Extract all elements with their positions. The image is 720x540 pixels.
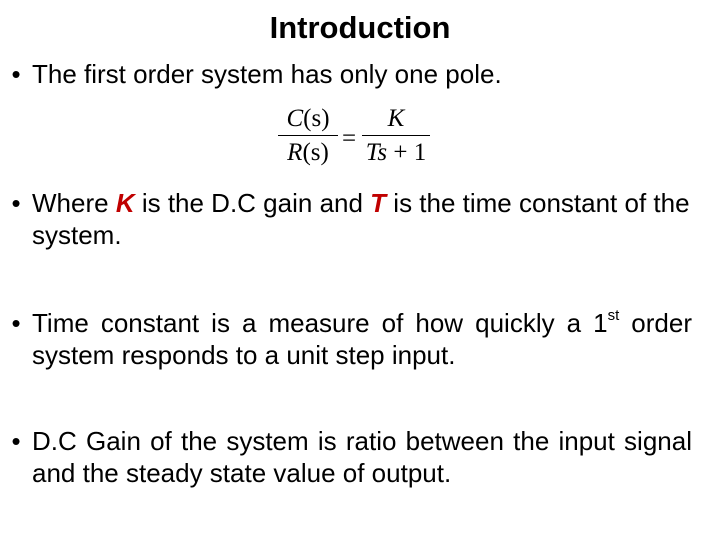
bullet-text-part: Where: [32, 188, 116, 218]
transfer-function-formula: [278, 104, 448, 174]
formula-lhs-fraction-bar: [278, 135, 338, 136]
bullet-marker: •: [11, 59, 21, 89]
bullet-text: The first order system has only one pole.: [32, 59, 502, 89]
formula-r-arg: (s): [302, 139, 329, 166]
bullet-text-part: Time constant is a measure of how quickly a 1: [32, 308, 608, 338]
bullet-marker: •: [11, 188, 21, 218]
bullet-dc-gain-definition: [4, 425, 692, 489]
formula-c-arg: (s): [303, 105, 330, 132]
bullet-gain-time-constant: [4, 187, 692, 251]
variable-k: K: [115, 188, 135, 218]
bullet-marker: •: [11, 426, 21, 456]
formula-rhs-fraction: [362, 104, 430, 168]
bullet-time-constant-definition: [4, 307, 692, 371]
formula-rhs-denominator: [362, 138, 430, 168]
bullet-marker: •: [11, 308, 21, 338]
ordinal-superscript: st: [607, 307, 620, 324]
formula-plus-one: + 1: [387, 139, 427, 166]
formula-rhs-numerator: K: [387, 105, 405, 132]
variable-t: T: [370, 188, 387, 218]
formula-c-var: C: [286, 105, 304, 132]
formula-lhs-numerator: [278, 104, 338, 134]
bullet-first-order-pole: [4, 58, 692, 90]
formula-r-var: R: [287, 139, 303, 166]
bullet-text: [32, 307, 692, 371]
bullet-text-part: is the D.C gain and: [134, 188, 371, 218]
formula-lhs-fraction: [278, 104, 338, 168]
bullet-text-part: order system responds to a unit step input.: [32, 308, 692, 370]
slide-title: Introduction: [269, 10, 451, 45]
bullet-text: [32, 187, 692, 251]
formula-equals-sign: =: [342, 125, 357, 152]
bullet-text: D.C Gain of the system is ratio between the input signal and the steady state value of output.: [32, 426, 692, 488]
formula-ts-var: Ts: [365, 139, 388, 166]
formula-lhs-denominator: [278, 138, 338, 168]
formula-rhs-fraction-bar: [362, 135, 430, 136]
bullet-text-part: is the time constant of the system.: [32, 188, 690, 250]
